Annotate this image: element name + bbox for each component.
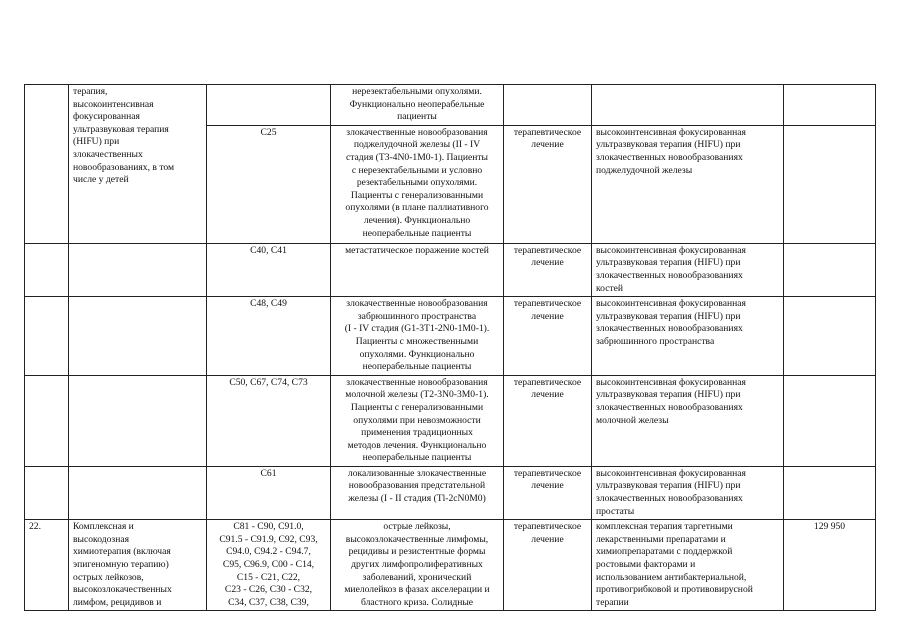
treatment-type-cell-line: терапевтическое — [513, 467, 582, 479]
patient-model-cell-line: поджелудочной железы (II - IV — [353, 139, 481, 151]
patient-model-cell-line: миелолейкоз в фазах акселерации и — [344, 584, 490, 596]
treatment-type-cell-line: лечение — [531, 257, 564, 269]
patient-model-cell-line: заболеваний, хронический — [362, 571, 472, 583]
treatment-method-cell-line: злокачественных новообразованиях — [596, 151, 743, 163]
patient-model-cell-line: железы (I - II стадия (Tl-2cN0M0) — [348, 493, 486, 505]
medical-care-table — [24, 84, 876, 611]
treatment-type-cell-line: лечение — [531, 533, 564, 545]
service-name-cell — [69, 243, 207, 296]
cost-norm-cell — [784, 125, 876, 243]
row-number-cell — [25, 243, 69, 296]
patient-model-cell-line: неоперабельные пациенты — [362, 227, 472, 239]
service-name-cell — [69, 520, 207, 611]
treatment-method-cell-line: простаты — [596, 505, 635, 517]
patient-model-cell-line: острые лейкозы, — [383, 521, 451, 533]
patient-model-cell-line: неоперабельные пациенты — [362, 361, 472, 373]
icd-code-cell-line: C50, C67, C74, C73 — [229, 376, 308, 388]
treatment-method-cell-line: химиопрепаратами с поддержкой — [596, 546, 733, 558]
treatment-method-cell-line: противогрибковой и противовирусной — [596, 584, 753, 596]
patient-model-cell-line: злокачественные новообразования — [346, 298, 488, 310]
icd-code-cell-line: C91.5 - C91.9, C92, C93, — [219, 533, 318, 545]
patient-model-cell-line: неоперабельные пациенты — [362, 452, 472, 464]
patient-model-cell-line: применения традиционных — [361, 427, 473, 439]
treatment-method-cell-line: высокоинтенсивная фокусированная — [596, 467, 746, 479]
table-row — [25, 520, 876, 611]
icd-code-cell-line: C81 - C90, C91.0, — [233, 521, 304, 533]
icd-code-cell-line: C40, C41 — [250, 244, 287, 256]
treatment-method-cell-line: терапии — [596, 596, 629, 608]
icd-code-cell-line: C61 — [260, 467, 277, 479]
table-row — [25, 243, 876, 296]
treatment-method-cell-line: ультразвуковая терапия (HIFU) при — [596, 257, 741, 269]
treatment-method-cell — [592, 375, 784, 466]
icd-code-cell — [207, 520, 331, 611]
icd-code-cell — [207, 243, 331, 296]
table-row — [25, 297, 876, 376]
patient-model-cell-line: Функционально неоперабельные — [349, 98, 485, 110]
table-body — [25, 85, 876, 611]
patient-model-cell-line: нерезектабельными опухолями. — [352, 86, 482, 97]
treatment-type-cell-line: лечение — [531, 310, 564, 322]
patient-model-cell-line: (I - IV стадия (G1-3T1-2N0-1M0-1). — [344, 323, 490, 335]
treatment-method-cell-line: злокачественных новообразованиях — [596, 323, 743, 335]
treatment-method-cell-line: ультразвуковая терапия (HIFU) при — [596, 310, 741, 322]
treatment-method-cell-line: лекарственными препаратами и — [596, 533, 726, 545]
treatment-type-cell-line: терапевтическое — [513, 244, 582, 256]
treatment-method-cell-line: поджелудочной железы — [596, 164, 693, 176]
service-name-cell-line: Комплексная и — [73, 521, 134, 533]
treatment-method-cell-line: молочной железы — [596, 414, 669, 426]
patient-model-cell-line: злокачественные новообразования — [346, 126, 488, 138]
icd-code-cell — [207, 466, 331, 519]
patient-model-cell-line: опухолями. Функционально — [359, 348, 475, 360]
icd-code-cell-line: C48, C49 — [250, 298, 287, 310]
service-name-cell-line: новообразованиях, в том — [73, 161, 175, 173]
patient-model-cell-line: стадия (T3-4N0-1M0-1). Пациенты — [345, 151, 488, 163]
cost-norm-cell — [784, 466, 876, 519]
service-name-cell-line: высокоинтенсивная — [73, 98, 154, 110]
treatment-method-cell-line: ультразвуковая терапия (HIFU) при — [596, 480, 741, 492]
treatment-method-cell-line: использованием антибактериальной, — [596, 571, 747, 583]
patient-model-cell — [331, 85, 504, 126]
row-number-cell — [25, 85, 69, 244]
service-name-cell-line: (HIFU) при — [73, 136, 120, 148]
patient-model-cell-line: опухолями при невозможности — [353, 414, 481, 426]
patient-model-cell-line: бластного криза. Солидные — [360, 596, 474, 608]
patient-model-cell-line: Пациенты с генерализованными — [350, 401, 484, 413]
treatment-method-cell-line: ультразвуковая терапия (HIFU) при — [596, 139, 741, 151]
service-name-cell-line: терапия, — [73, 86, 108, 97]
treatment-type-cell-line: терапевтическое — [513, 376, 582, 388]
treatment-type-cell — [504, 297, 592, 376]
treatment-type-cell-line: терапевтическое — [513, 298, 582, 310]
patient-model-cell-line: других лимфопролиферативных — [351, 559, 483, 571]
cost-norm-cell — [784, 375, 876, 466]
patient-model-cell-line: опухолями (в плане паллиативного — [345, 202, 489, 214]
row-number-cell: 22. — [25, 520, 69, 611]
treatment-type-cell-line: лечение — [531, 480, 564, 492]
patient-model-cell — [331, 520, 504, 611]
icd-code-cell — [207, 375, 331, 466]
service-name-cell-line: фокусированная — [73, 111, 140, 123]
service-name-cell — [69, 466, 207, 519]
service-name-cell-line: химиотерапия (включая — [73, 546, 171, 558]
service-name-cell-line: злокачественных — [73, 148, 143, 160]
patient-model-cell-line: Пациенты с множественными — [355, 335, 479, 347]
treatment-type-cell-line: терапевтическое — [513, 521, 582, 533]
treatment-type-cell — [504, 520, 592, 611]
service-name-cell — [69, 297, 207, 376]
cost-norm-cell — [784, 297, 876, 376]
icd-code-cell — [207, 297, 331, 376]
table-row — [25, 375, 876, 466]
icd-code-cell — [207, 125, 331, 243]
row-number-cell — [25, 297, 69, 376]
icd-code-cell-line: C94.0, C94.2 - C94.7, — [226, 546, 311, 558]
treatment-method-cell-line: злокачественных новообразованиях — [596, 493, 743, 505]
treatment-type-cell-line: лечение — [531, 139, 564, 151]
service-name-cell — [69, 85, 207, 244]
treatment-type-cell — [504, 125, 592, 243]
table-row — [25, 85, 876, 126]
treatment-type-cell-line: терапевтическое — [513, 126, 582, 138]
service-name-cell — [69, 375, 207, 466]
patient-model-cell-line: пациенты — [397, 111, 437, 123]
patient-model-cell-line: Пациенты с генерализованными — [350, 189, 484, 201]
icd-code-cell-line: C15 - C21, C22, — [236, 571, 301, 583]
patient-model-cell-line: злокачественные новообразования — [346, 376, 488, 388]
patient-model-cell-line: метастатическое поражение костей — [345, 244, 489, 256]
cost-norm-cell — [784, 85, 876, 126]
icd-code-cell — [207, 85, 331, 126]
patient-model-cell — [331, 297, 504, 376]
cost-norm-cell: 129 950 — [784, 520, 876, 611]
service-name-cell-line: лимфом, рецидивов и — [73, 596, 162, 608]
patient-model-cell-line: локализованные злокачественные — [347, 467, 487, 479]
cost-norm-cell — [784, 243, 876, 296]
table-row — [25, 466, 876, 519]
treatment-method-cell-line: высокоинтенсивная фокусированная — [596, 298, 746, 310]
treatment-method-cell — [592, 125, 784, 243]
treatment-method-cell-line: костей — [596, 282, 624, 294]
treatment-method-cell-line: высокоинтенсивная фокусированная — [596, 126, 746, 138]
treatment-type-cell — [504, 85, 592, 126]
treatment-method-cell — [592, 297, 784, 376]
icd-code-cell-line: C25 — [260, 126, 277, 138]
treatment-type-cell — [504, 243, 592, 296]
treatment-method-cell — [592, 85, 784, 126]
treatment-method-cell-line: высокоинтенсивная фокусированная — [596, 244, 746, 256]
patient-model-cell-line: высокозлокачественные лимфомы, — [345, 533, 489, 545]
treatment-method-cell-line: злокачественных новообразованиях — [596, 269, 743, 281]
row-number-cell — [25, 375, 69, 466]
treatment-method-cell-line: ультразвуковая терапия (HIFU) при — [596, 389, 741, 401]
treatment-method-cell — [592, 466, 784, 519]
patient-model-cell — [331, 243, 504, 296]
icd-code-cell-line: C95, C96.9, C00 - C14, — [222, 559, 315, 571]
service-name-cell-line: высокодозная — [73, 533, 129, 545]
icd-code-cell-line: C34, C37, C38, C39, — [228, 596, 309, 608]
patient-model-cell — [331, 125, 504, 243]
treatment-method-cell — [592, 243, 784, 296]
service-name-cell-line: острых лейкозов, — [73, 571, 144, 583]
service-name-cell-line: числе у детей — [73, 174, 129, 186]
patient-model-cell-line: методов лечения. Функционально — [347, 439, 487, 451]
patient-model-cell-line: с нерезектабельными и условно — [351, 164, 483, 176]
service-name-cell-line: эпигеномную терапию) — [73, 559, 169, 571]
treatment-type-cell-line: лечение — [531, 389, 564, 401]
service-name-cell-line: высокозлокачественных — [73, 584, 172, 596]
treatment-method-cell — [592, 520, 784, 611]
treatment-type-cell — [504, 466, 592, 519]
patient-model-cell — [331, 375, 504, 466]
treatment-method-cell-line: злокачественных новообразованиях — [596, 401, 743, 413]
treatment-method-cell-line: комплексная терапия таргетными — [596, 521, 733, 533]
patient-model-cell-line: резектабельными опухолями. — [356, 177, 478, 189]
treatment-type-cell — [504, 375, 592, 466]
treatment-method-cell-line: высокоинтенсивная фокусированная — [596, 376, 746, 388]
patient-model-cell-line: рецидивы и резистентные формы — [348, 546, 486, 558]
treatment-method-cell-line: забрюшинного пространства — [596, 335, 715, 347]
service-name-cell-line: ультразвуковая терапия — [73, 123, 169, 135]
patient-model-cell-line: лечения). Функционально — [363, 214, 471, 226]
icd-code-cell-line: C23 - C26, C30 - C32, — [224, 584, 313, 596]
treatment-method-cell-line: ростовыми факторами и — [596, 559, 696, 571]
row-number-cell — [25, 466, 69, 519]
patient-model-cell-line: забрюшинного пространства — [357, 310, 477, 322]
patient-model-cell-line: новообразования предстательной — [348, 480, 486, 492]
patient-model-cell-line: молочной железы (T2-3N0-3M0-1). — [345, 389, 489, 401]
patient-model-cell — [331, 466, 504, 519]
